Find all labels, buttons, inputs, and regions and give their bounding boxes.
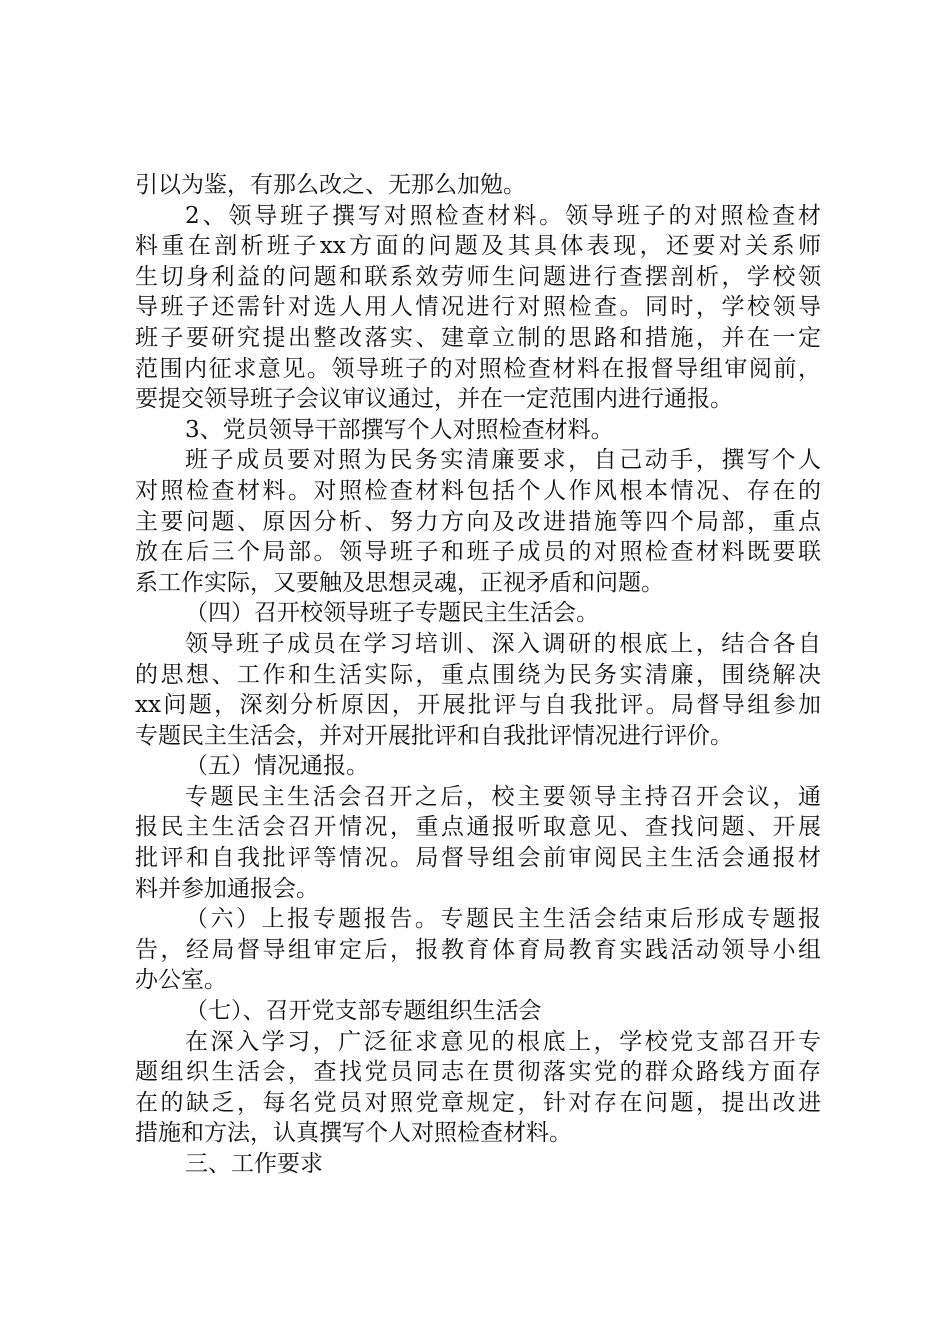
paragraph-line: 料重在剖析班子xx方面的问题及其具体表现，还要对关系师 [135, 233, 821, 260]
paragraph-line: 在的缺乏，每名党员对照党章规定，针对存在问题，提出改进 [135, 1089, 821, 1116]
paragraph-line: 报民主生活会召开情况，重点通报听取意见、查找问题、开展 [135, 814, 821, 841]
document-body [135, 170, 821, 1180]
paragraph-line: 放在后三个局部。领导班子和班子成员的对照检查材料既要联 [135, 539, 821, 566]
section-heading: （七）、召开党支部专题组织生活会 [185, 998, 542, 1025]
paragraph-line: 引以为鉴，有那么改之、无那么加勉。 [135, 172, 526, 198]
paragraph-line: xx问题，深刻分析原因，开展批评与自我批评。局督导组参加 [135, 692, 821, 719]
section-heading: （四）召开校领导班子专题民主生活会。 [185, 600, 599, 627]
paragraph-line: 系工作实际，又要触及思想灵魂，正视矛盾和问题。 [135, 569, 664, 596]
paragraph-line: 生切身利益的问题和联系效劳师生问题进行查摆剖析，学校领 [135, 263, 821, 290]
paragraph-line: 班子要研究提出整改落实、建章立制的思路和措施，并在一定 [135, 324, 821, 351]
section-heading: （六）上报专题报告。专题民主生活会结束后形成专题报 [185, 906, 821, 933]
paragraph-line: 告，经局督导组审定后，报教育体育局教育实践活动领导小组 [135, 936, 821, 963]
paragraph-line: 范围内征求意见。领导班子的对照检查材料在报督导组审阅前， [135, 355, 821, 382]
section-heading: （五）情况通报。 [185, 753, 369, 780]
paragraph-line: 导班子还需针对选人用人情况进行对照检查。同时，学校领导 [135, 294, 821, 321]
paragraph-line: 班子成员要对照为民务实清廉要求，自己动手，撰写个人 [185, 447, 821, 474]
paragraph-line: 主要问题、原因分析、努力方向及改进措施等四个局部，重点 [135, 508, 821, 535]
paragraph-line: 专题民主生活会，并对开展批评和自我批评情况进行评价。 [135, 722, 733, 749]
paragraph-line: 领导班子成员在学习培训、深入调研的根底上，结合各自 [185, 630, 821, 657]
item-heading: 3、党员领导干部撰写个人对照检查材料。 [185, 416, 614, 443]
paragraph-line: 对照检查材料。对照检查材料包括个人作风根本情况、存在的 [135, 477, 821, 504]
paragraph-line: 题组织生活会，查找党员同志在贯彻落实党的群众路线方面存 [135, 1059, 821, 1086]
paragraph-line: 办公室。 [135, 967, 227, 994]
paragraph-line: 批评和自我批评等情况。局督导组会前审阅民主生活会通报材 [135, 845, 821, 872]
paragraph-line: 在深入学习，广泛征求意见的根底上，学校党支部召开专 [185, 1028, 821, 1055]
chapter-heading: 三、工作要求 [185, 1151, 323, 1177]
paragraph-line: 专题民主生活会召开之后，校主要领导主持召开会议，通 [185, 783, 821, 810]
paragraph-line: 措施和方法，认真撰写个人对照检查材料。 [135, 1120, 572, 1147]
paragraph-line: 要提交领导班子会议审议通过，并在一定范围内进行通报。 [135, 386, 733, 413]
paragraph-line: 料并参加通报会。 [135, 875, 319, 902]
item-heading: 2、领导班子撰写对照检查材料。领导班子的对照检查材 [185, 202, 821, 229]
paragraph-line: 的思想、工作和生活实际，重点围绕为民务实清廉，围绕解决 [135, 661, 821, 688]
